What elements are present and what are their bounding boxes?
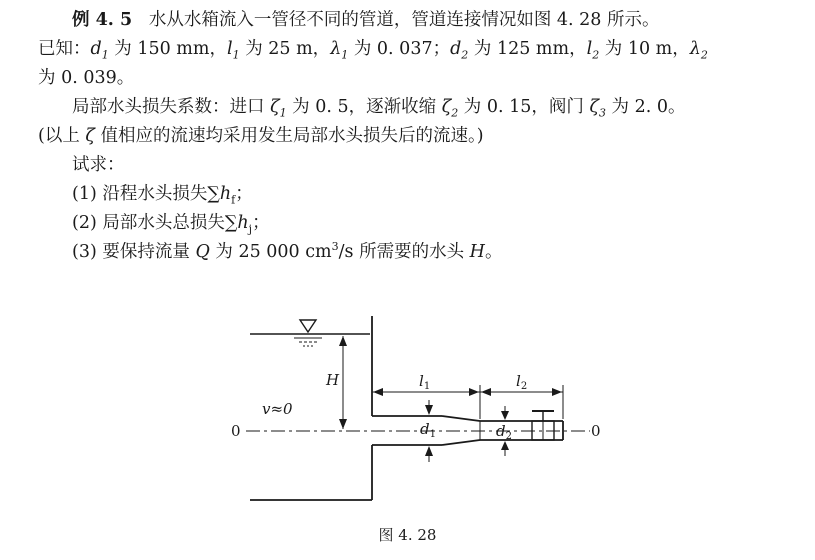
label-l1: $l_1$ [419,372,431,392]
contraction-bottom [442,440,480,445]
l1-arrow-right [469,388,479,396]
note-prefix: (以上 [38,126,80,146]
sum-hj-symbol: $\sum h_j$ [224,213,253,236]
l2-arrow-left [481,388,491,396]
example-label: 例 4. 5 [72,10,133,30]
known-prefix: 已知： [38,39,91,59]
lambda1-symbol: $\lambda_1$ [330,39,349,62]
d1-arrow-top [425,405,433,415]
q3-mid: 为 25 000 cm [215,242,332,262]
d2-arrow-bottom [501,441,509,450]
label-velocity: v≈0 [262,400,293,418]
h-symbol: H [469,242,485,262]
label-H: H [326,371,340,389]
label-d1: $d_1$ [420,420,436,440]
zeta3-value: 为 2. 0。 [611,97,686,117]
l1-symbol: $l_1$ [227,39,240,62]
l2-arrow-right [552,388,562,396]
zeta2-value: 为 0. 15，阀门 [463,97,584,117]
d2-symbol: $d_2$ [450,39,469,62]
label-d2: $d_2$ [496,422,512,442]
local-loss-text: 局部水头损失系数：进口 [72,97,265,117]
zeta3-symbol: $\zeta_3$ [589,97,606,120]
label-l2: $l_2$ [516,372,528,392]
H-arrow-top [339,336,347,346]
q1-suffix: ； [235,184,253,204]
d1-arrow-bottom [425,446,433,456]
zeta1-value: 为 0. 5，逐渐收缩 [292,97,437,117]
contraction-top [442,416,480,421]
ask-label: 试求： [72,155,125,175]
l1-arrow-left [373,388,383,396]
question-3: (3) 要保持流量 Q 为 25 000 $cm^3/s$ 所需要的水头 H。 [72,240,503,262]
H-arrow-bottom [339,419,347,429]
q3-prefix: (3) 要保持流量 [72,242,190,262]
note-suffix: 值相应的流速均采用发生局部水头损失后的流速。) [100,126,484,146]
l2-symbol: $l_2$ [586,39,600,62]
zeta1-symbol: $\zeta_1$ [270,97,287,120]
q2-suffix: ； [252,213,270,233]
q3-unit: /s 所需要的水头 [338,242,465,262]
d2-arrow-top [501,411,509,420]
q2-prefix: (2) 局部水头总损失 [72,213,225,233]
q-symbol: Q [195,242,210,262]
q3-end: 。 [484,242,503,262]
figure-caption: 图 4. 28 [378,526,437,544]
sum-hf-symbol: $\sum h_f$ [207,184,236,207]
l1-value: 为 25 m， [245,39,331,59]
lambda2-symbol: $\lambda_2$ [689,39,708,62]
problem-intro: 水从水箱流入一管径不同的管道，管道连接情况如图 4. 28 所示。 [148,10,660,30]
lambda2-value: 为 0. 039。 [38,68,135,88]
d1-symbol: $d_1$ [90,39,109,62]
q1-prefix: (1) 沿程水头损失 [72,184,208,204]
d2-value: 为 125 mm， [473,39,587,59]
water-level-symbol [300,320,316,332]
lambda1-value: 为 0. 037； [353,39,451,59]
zeta2-symbol: $\zeta_2$ [441,97,459,120]
l2-value: 为 10 m， [604,39,690,59]
d1-value: 为 150 mm， [114,39,227,59]
label-axis-right: 0 [591,422,601,440]
label-axis-left: 0 [231,422,241,440]
zeta-symbol: ζ [85,126,95,146]
